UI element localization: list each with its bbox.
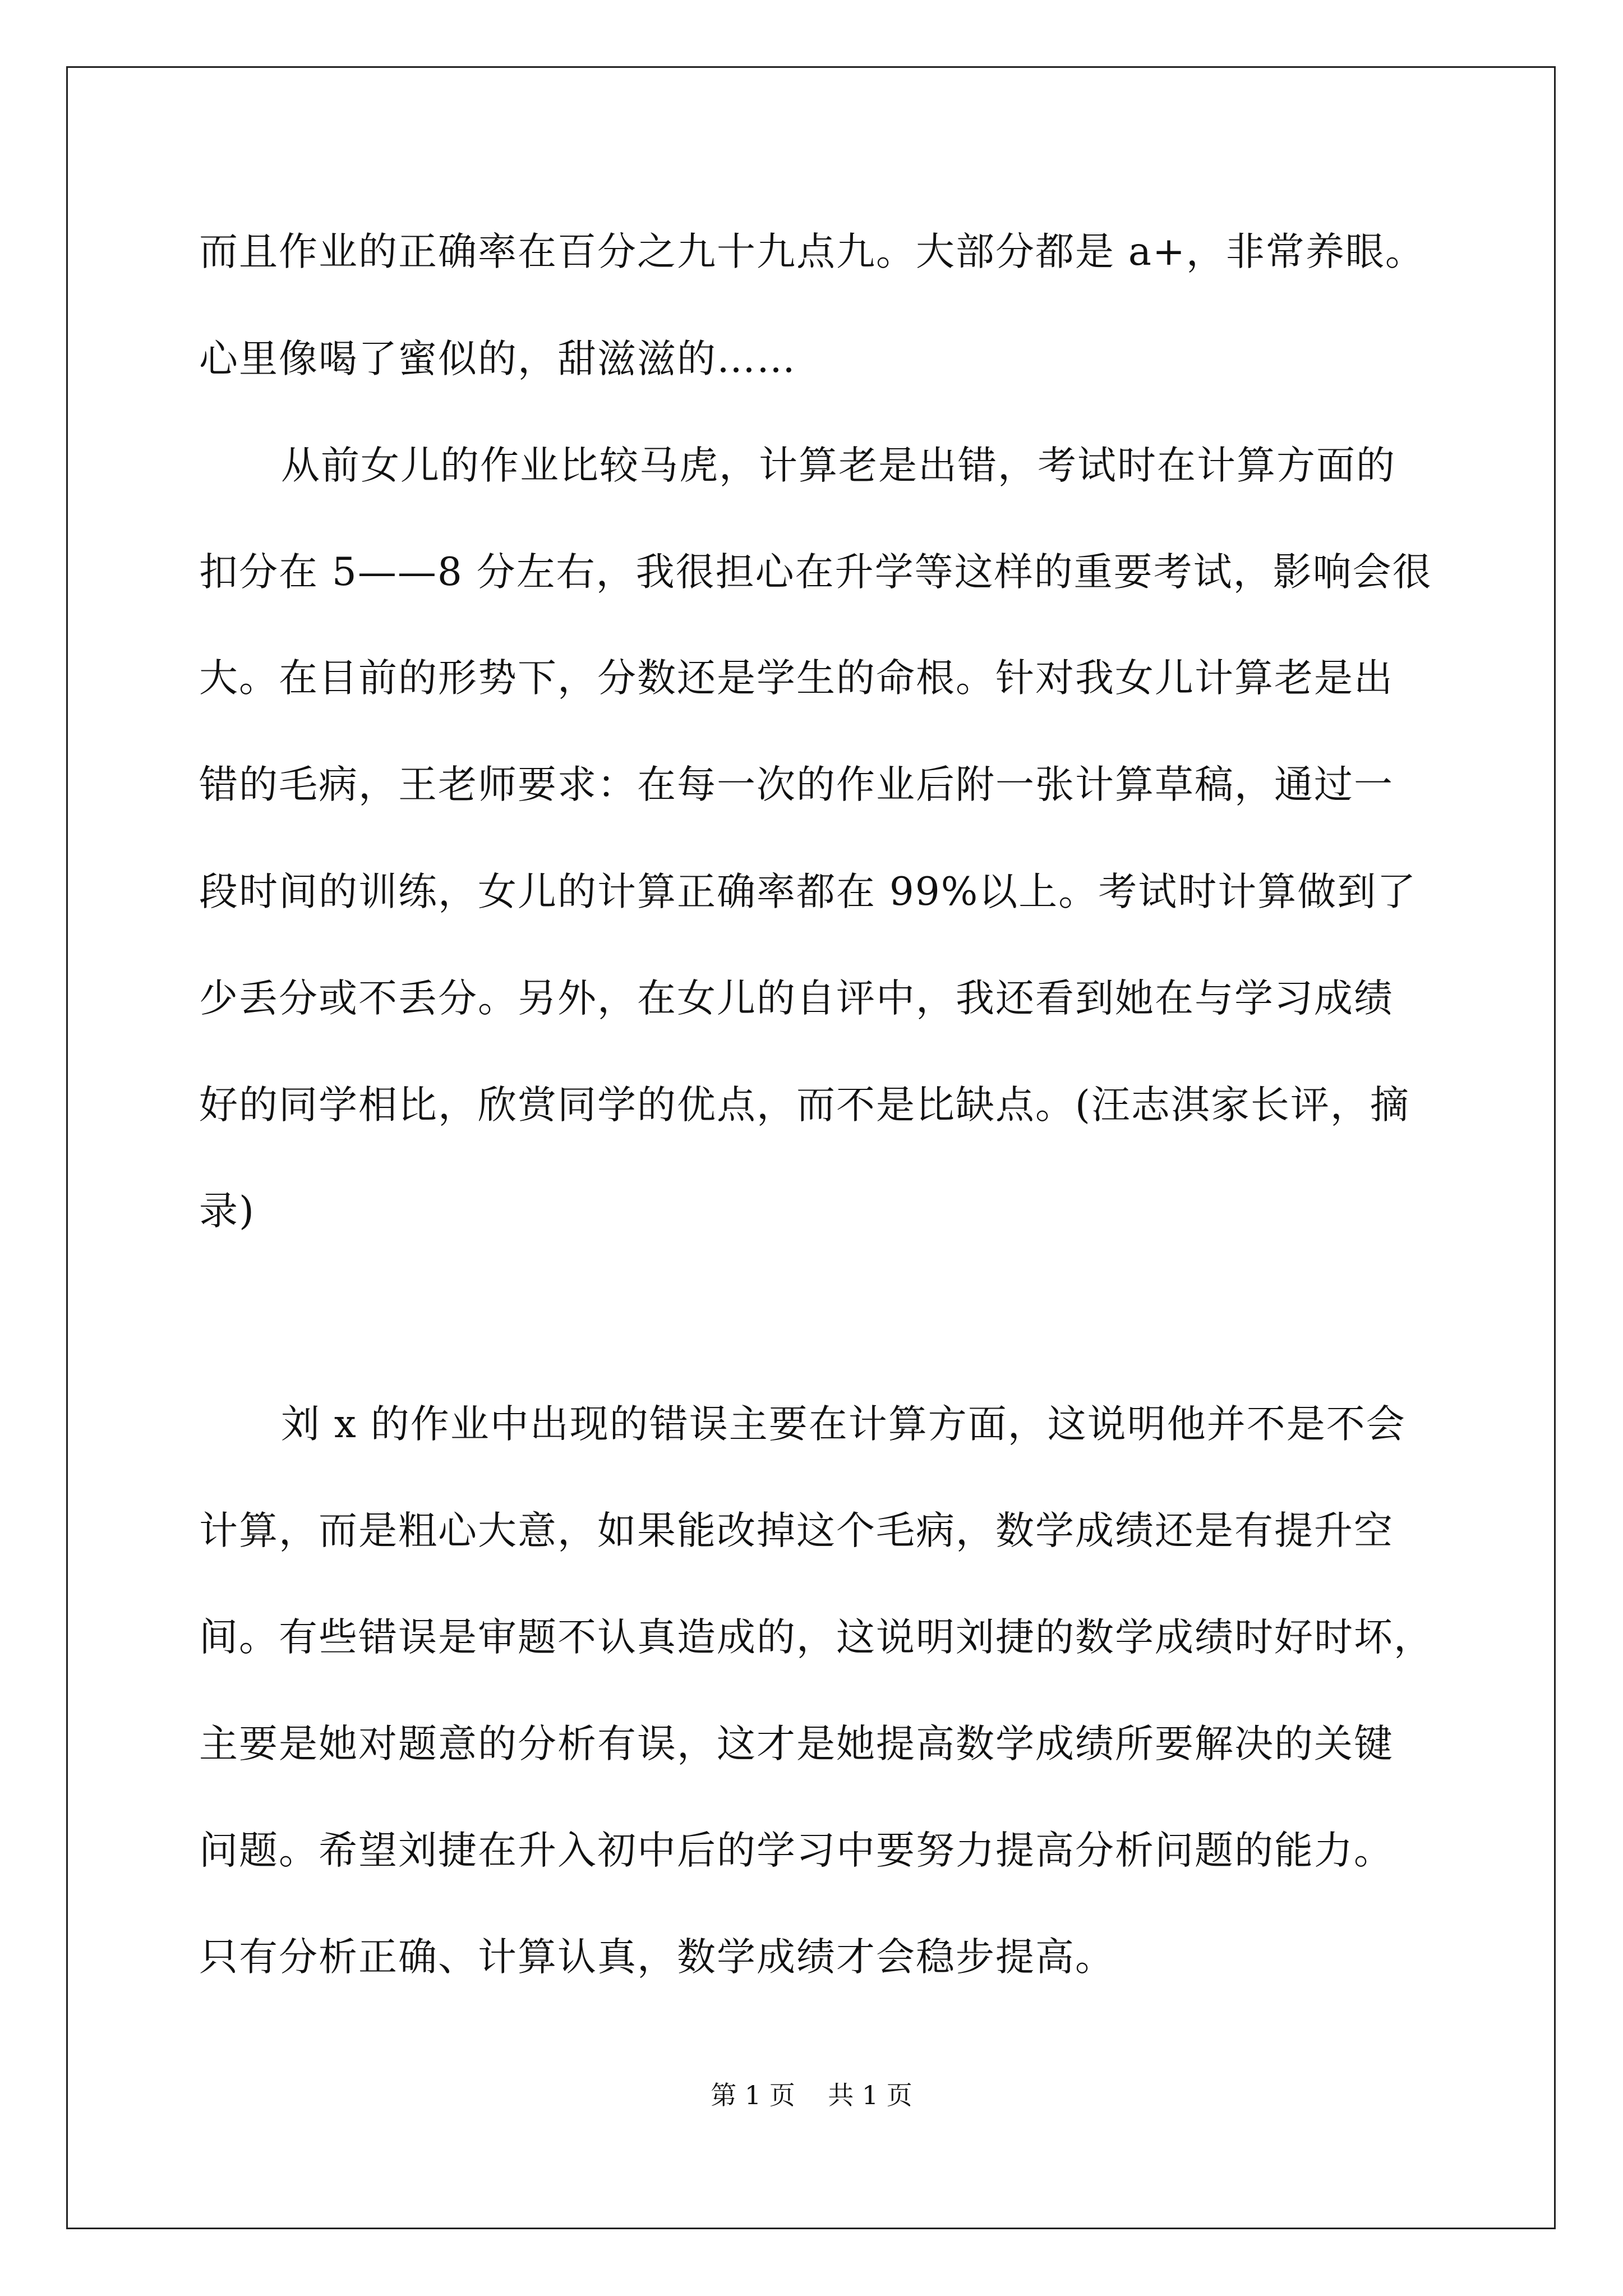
paragraph-2-line-1: 从前女儿的作业比较马虎，计算老是出错，考试时在计算方面的 — [281, 443, 1396, 488]
paragraph-3-line-6: 只有分析正确、计算认真，数学成绩才会稳步提高。 — [199, 1935, 1115, 1980]
paragraph-3-line-5: 问题。希望刘捷在升入初中后的学习中要努力提高分析问题的能力。 — [199, 1828, 1394, 1873]
paragraph-1-line-1: 而且作业的正确率在百分之九十九点九。大部分都是 a+，非常养眼。 — [199, 229, 1425, 274]
paragraph-2-line-3: 大。在目前的形势下，分数还是学生的命根。针对我女儿计算老是出 — [199, 656, 1394, 701]
page-border — [66, 66, 1556, 2229]
paragraph-3-line-3: 间。有些错误是审题不认真造成的，这说明刘捷的数学成绩时好时坏， — [199, 1615, 1433, 1660]
page-footer: 第 1 页 共 1 页 — [711, 2080, 912, 2110]
paragraph-2-line-5: 段时间的训练，女儿的计算正确率都在 99%以上。考试时计算做到了 — [199, 869, 1417, 914]
paragraph-1-line-2: 心里像喝了蜜似的，甜滋滋的…… — [199, 337, 796, 381]
paragraph-2-line-7: 好的同学相比，欣赏同学的优点，而不是比缺点。(汪志淇家长评，摘 — [199, 1083, 1410, 1128]
paragraph-2-line-8: 录) — [199, 1189, 255, 1234]
paragraph-3-line-2: 计算，而是粗心大意，如果能改掉这个毛病，数学成绩还是有提升空 — [199, 1508, 1394, 1553]
paragraph-3-line-4: 主要是她对题意的分析有误，这才是她提高数学成绩所要解决的关键 — [199, 1722, 1394, 1766]
paragraph-3-line-1: 刘 x 的作业中出现的错误主要在计算方面，这说明他并不是不会 — [281, 1402, 1406, 1447]
paragraph-2-line-4: 错的毛病，王老师要求：在每一次的作业后附一张计算草稿，通过一 — [199, 762, 1394, 807]
paragraph-2-line-2: 扣分在 5——8 分左右，我很担心在升学等这样的重要考试，影响会很 — [199, 550, 1432, 595]
paragraph-2-line-6: 少丢分或不丢分。另外，在女儿的自评中，我还看到她在与学习成绩 — [199, 976, 1394, 1021]
